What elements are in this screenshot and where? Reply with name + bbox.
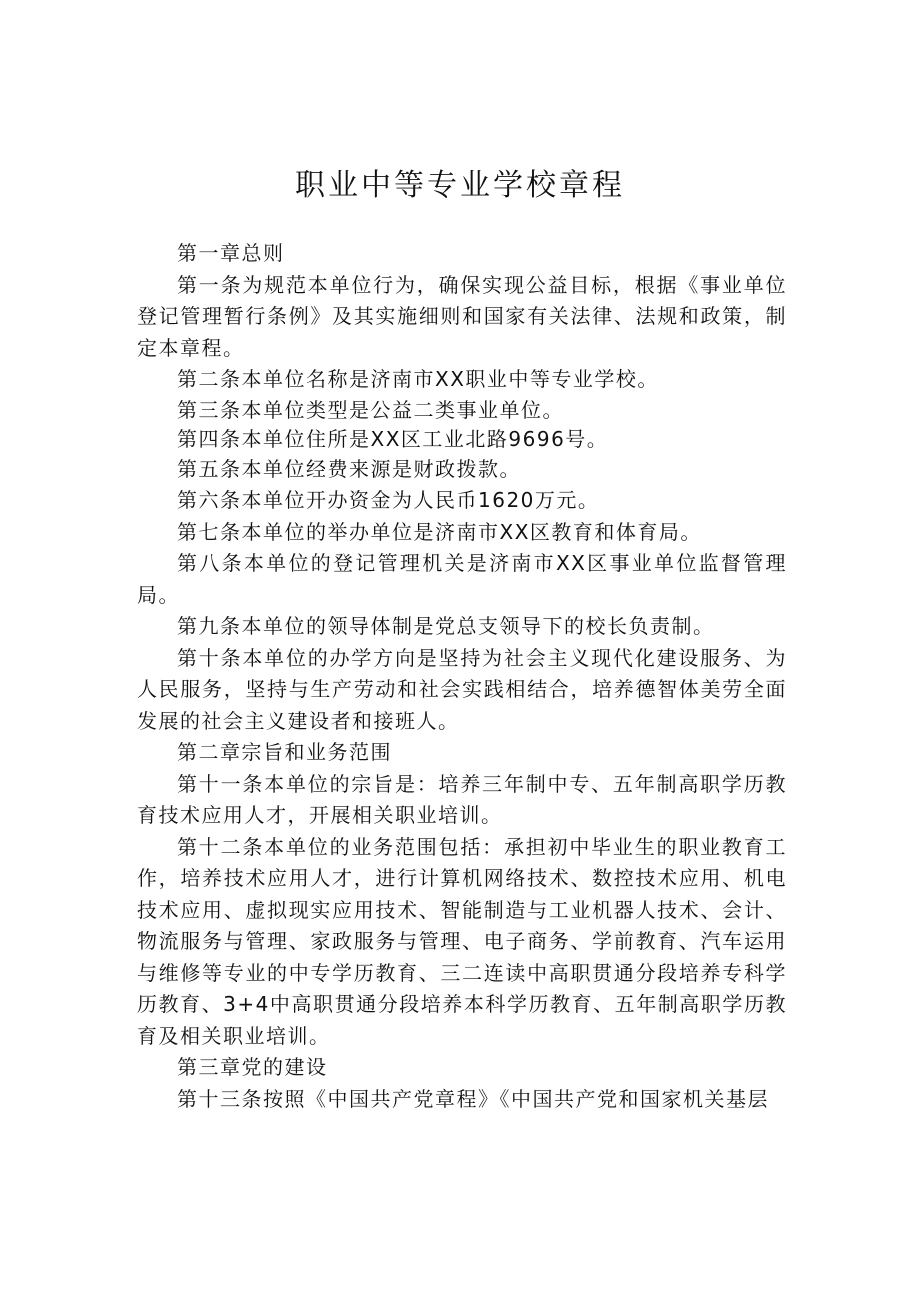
article-paragraph: 第三条本单位类型是公益二类事业单位。 — [177, 397, 564, 422]
article-paragraph: 第十一条本单位的宗旨是：培养三年制中专、五年制高职学历教育技术应用人才，开展相关职业培训。 — [137, 771, 787, 827]
chapter-heading: 第二章宗旨和业务范围 — [177, 740, 392, 764]
article-paragraph: 第二条本单位名称是济南市XX职业中等专业学校。 — [177, 367, 659, 391]
article-paragraph: 第八条本单位的登记管理机关是济南市XX区事业单位监督管理局。 — [137, 551, 787, 607]
article-paragraph: 第四条本单位住所是XX区工业北路9696号。 — [177, 426, 609, 451]
article-paragraph: 第七条本单位的举办单位是济南市XX区教育和体育局。 — [177, 519, 702, 544]
article-paragraph: 第十三条按照《中国共产党章程》《中国共产党和国家机关基层 — [177, 1086, 769, 1111]
article-paragraph: 第五条本单位经费来源是财政拨款。 — [177, 456, 521, 481]
article-paragraph: 第九条本单位的领导体制是党总支领导下的校长负责制。 — [177, 614, 715, 638]
chapter-heading: 第三章党的建设 — [177, 1055, 328, 1079]
chapter-heading: 第一章总则 — [177, 241, 285, 265]
article-paragraph: 第十二条本单位的业务范围包括：承担初中毕业生的职业教育工作，培养技术应用人才，进行计算机网络技术、数控技术应用、机电技术应用、虚拟现实应用技术、智能制造与工业机器人技术、会计、物流服务与管理、家政服务与管理、电子商务、学前教育、汽车运用与维修等专业的中专学历教育、三二连读中高职贯通分段培养专科学历教育、3+4中高职贯通分段培养本科学历教育、五年制高职学历教育及相关职业培训。 — [137, 834, 787, 1048]
document-title: 职业中等专业学校章程 — [295, 168, 625, 203]
document-body — [137, 238, 787, 1115]
article-paragraph: 第一条为规范本单位行为，确保实现公益目标，根据《事业单位登记管理暂行条例》及其实施细则和国家有关法律、法规和政策，制定本章程。 — [137, 272, 787, 360]
article-paragraph: 第六条本单位开办资金为人民币1620万元。 — [177, 488, 600, 512]
article-paragraph: 第十条本单位的办学方向是坚持为社会主义现代化建设服务、为人民服务，坚持与生产劳动和社会实践相结合，培养德智体美劳全面发展的社会主义建设者和接班人。 — [137, 645, 787, 733]
